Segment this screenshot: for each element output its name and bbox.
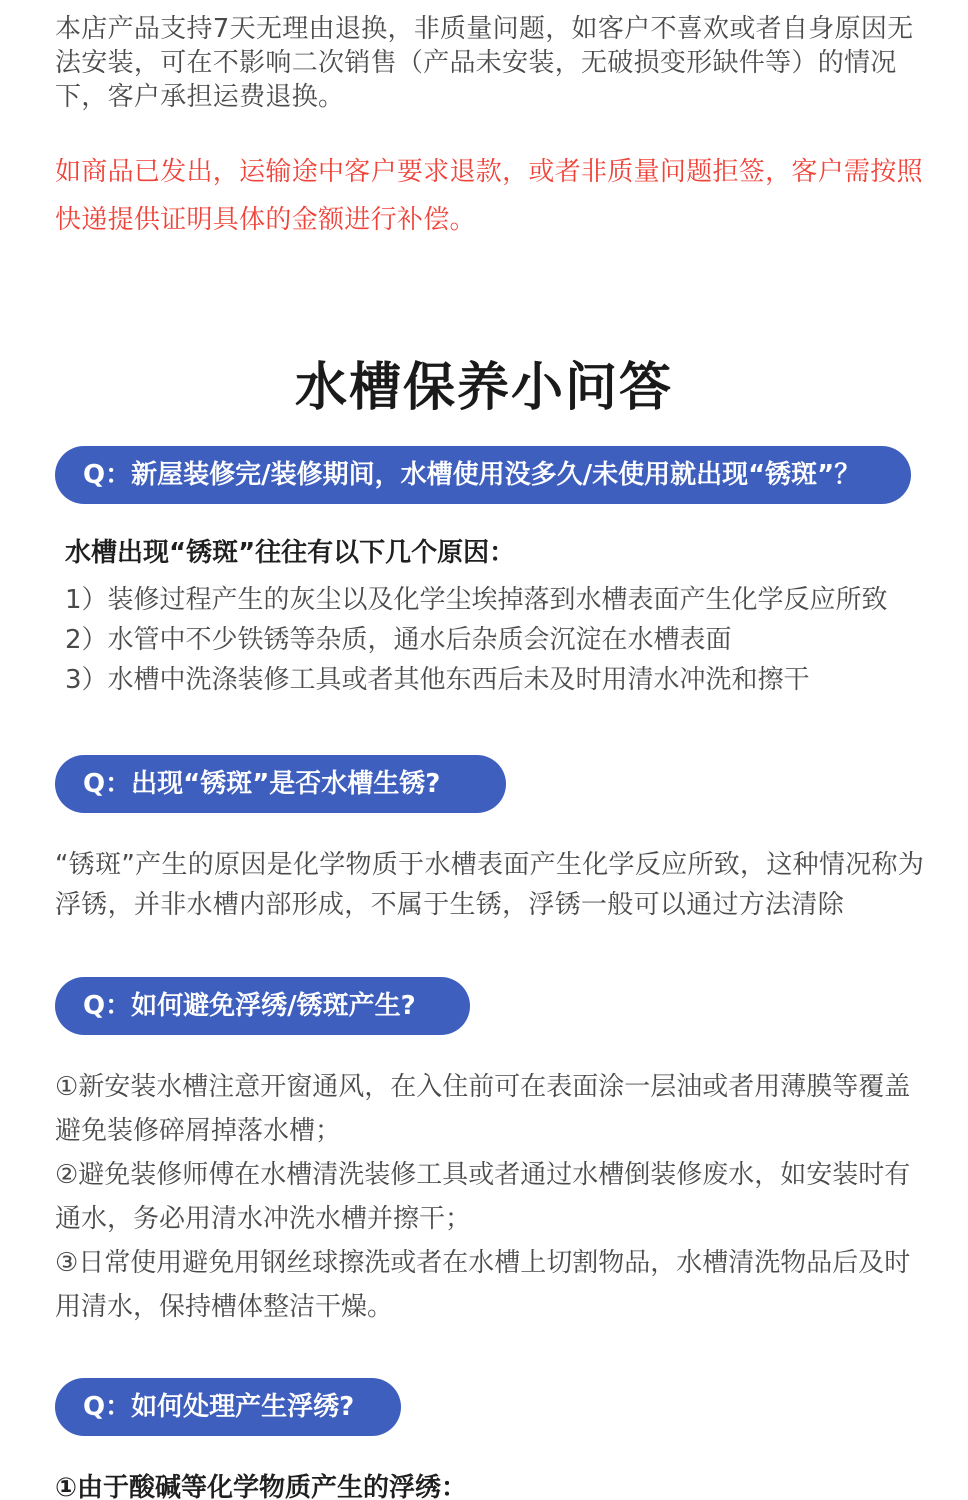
return-policy-text: 本店产品支持7天无理由退换，非质量问题，如客户不喜欢或者自身原因无法安装，可在不影响二次销售（产品未安装，无破损变形缺件等）的情况下，客户承担运费退换。 [55,14,914,112]
list-item: 3）水槽中洗涤装修工具或者其他东西后未及时用清水冲洗和擦干 [65,665,810,695]
faq-answer-4-heading: ①由于酸碱等化学物质产生的浮绣： [55,1473,468,1500]
faq-question-1: Q：新屋装修完/装修期间，水槽使用没多久/未使用就出现“锈斑”？ [55,446,911,504]
page-title: 水槽保养小问答 [294,358,673,418]
faq-answer-1-heading: 水槽出现“锈斑”往往有以下几个原因： [65,538,516,568]
list-item: ②避免装修师傅在水槽清洗装修工具或者通过水槽倒装修废水，如安装时有通水，务必用清水冲洗水槽并擦干； [55,1160,911,1234]
list-item: ③日常使用避免用钢丝球擦洗或者在水槽上切割物品，水槽清洗物品后及时用清水，保持槽体整洁干燥。 [55,1248,911,1322]
faq-question-2: Q：出现“锈斑”是否水槽生锈? [55,755,506,813]
faq-answer-2-text: “锈斑”产生的原因是化学物质于水槽表面产生化学反应所致，这种情况称为浮锈，并非水槽内部形成，不属于生锈，浮锈一般可以通过方法清除 [55,850,925,920]
list-item: 2）水管中不少铁锈等杂质，通水后杂质会沉淀在水槽表面 [65,625,732,655]
faq-question-4: Q：如何处理产生浮绣? [55,1378,401,1436]
shipping-refund-warning: 如商品已发出，运输途中客户要求退款，或者非质量问题拒签，客户需按照快递提供证明具体的金额进行补偿。 [55,157,923,235]
faq-question-3: Q：如何避免浮绣/锈斑产生? [55,977,470,1035]
list-item: ①新安装水槽注意开窗通风，在入住前可在表面涂一层油或者用薄膜等覆盖避免装修碎屑掉落水槽； [55,1072,911,1146]
faq-answer-1-list [65,580,945,700]
faq-answer-3-list [55,1065,935,1329]
list-item: 1）装修过程产生的灰尘以及化学尘埃掉落到水槽表面产生化学反应所致 [65,585,888,615]
